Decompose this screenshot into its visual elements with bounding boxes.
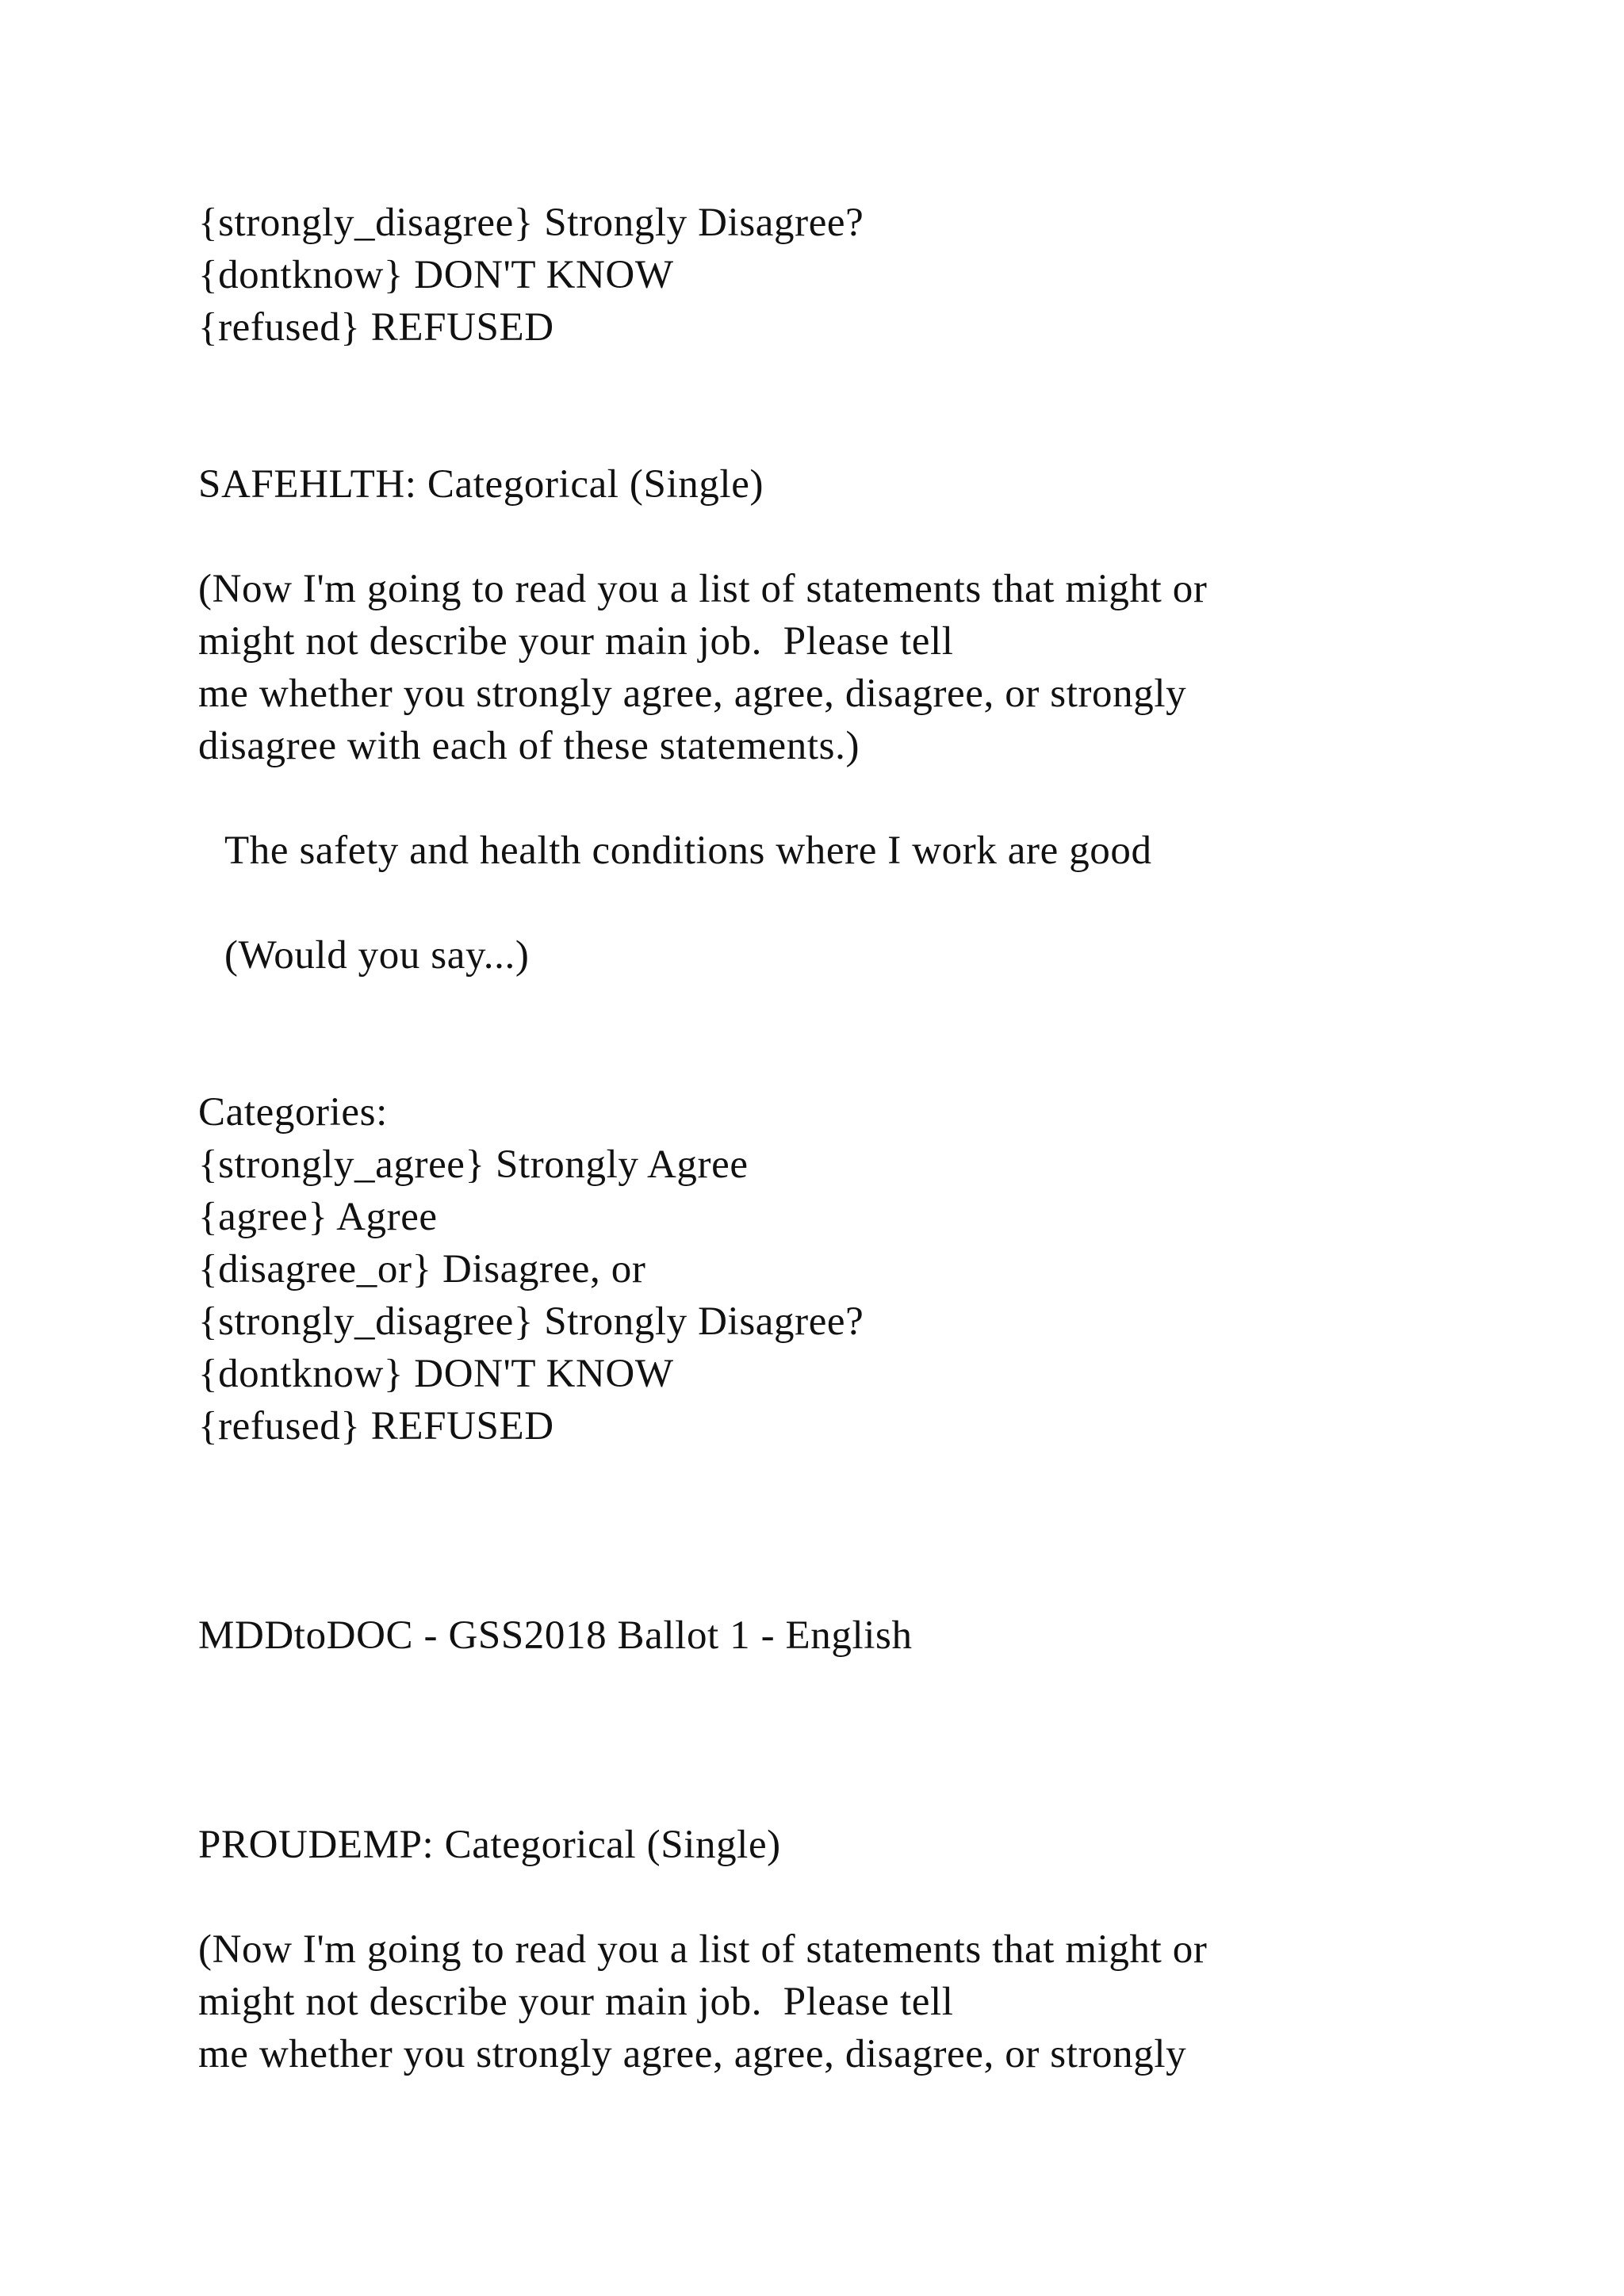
instruction-line-3: me whether you strongly agree, agree, disagree, or strongly bbox=[198, 672, 1187, 716]
instruction-line-2: might not describe your main job. Please tell bbox=[198, 1980, 954, 2024]
category-line-dontknow: {dontknow} DON'T KNOW bbox=[198, 253, 674, 297]
category-line-refused: {refused} REFUSED bbox=[198, 1404, 554, 1448]
category-line-agree: {agree} Agree bbox=[198, 1195, 438, 1239]
question-heading-safehlth: SAFEHLTH: Categorical (Single) bbox=[198, 462, 764, 507]
prompt-would-you-say: (Would you say...) bbox=[224, 933, 530, 978]
category-line-disagree-or: {disagree_or} Disagree, or bbox=[198, 1247, 646, 1292]
category-line-strongly-disagree: {strongly_disagree} Strongly Disagree? bbox=[198, 201, 864, 245]
categories-heading: Categories: bbox=[198, 1090, 388, 1135]
instruction-line-4: disagree with each of these statements.) bbox=[198, 724, 860, 768]
instruction-line-1: (Now I'm going to read you a list of statements that might or bbox=[198, 1927, 1208, 1972]
category-line-dontknow: {dontknow} DON'T KNOW bbox=[198, 1352, 674, 1396]
category-line-refused: {refused} REFUSED bbox=[198, 305, 554, 350]
category-line-strongly-agree: {strongly_agree} Strongly Agree bbox=[198, 1142, 749, 1187]
statement-text: The safety and health conditions where I work are good bbox=[224, 828, 1152, 873]
instruction-line-3: me whether you strongly agree, agree, disagree, or strongly bbox=[198, 2032, 1187, 2076]
instruction-line-2: might not describe your main job. Please tell bbox=[198, 619, 954, 664]
instruction-line-1: (Now I'm going to read you a list of statements that might or bbox=[198, 567, 1208, 611]
question-heading-proudemp: PROUDEMP: Categorical (Single) bbox=[198, 1823, 781, 1867]
category-line-strongly-disagree: {strongly_disagree} Strongly Disagree? bbox=[198, 1299, 864, 1344]
document-footer-title: MDDtoDOC - GSS2018 Ballot 1 - English bbox=[198, 1613, 913, 1658]
